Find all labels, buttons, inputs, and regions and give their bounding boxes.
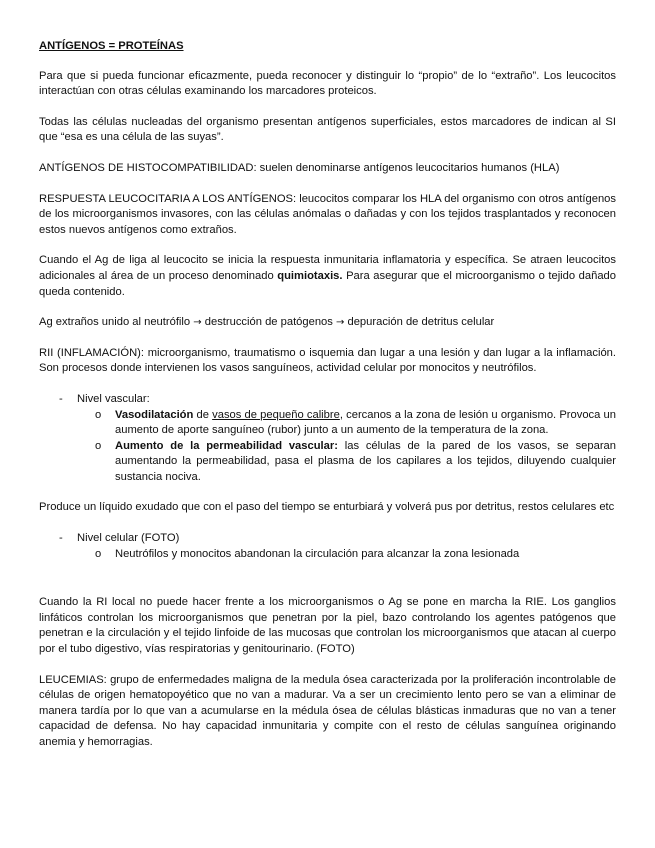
neutrophils-text: Neutrófilos y monocitos abandonan la circulación para alcanzar la zona lesionada (115, 547, 520, 560)
permeability-text: las células de la pared de los vasos, se separan aumentando la permeabilidad, pasa el plasma de los capilares a los tejidos, diluyendo cualquier sustancia nociva. (115, 439, 616, 483)
list-vascular-level (39, 392, 616, 486)
flow-step-3: depuración de detritus celular (344, 316, 495, 329)
flow-step-2: destrucción de patógenos (201, 316, 336, 329)
vasodilation-connector: de (193, 408, 213, 421)
paragraph-leukocyte-response: RESPUESTA LEUCOCITARIA A LOS ANTÍGENOS: leucocitos comparar los HLA del organismo con otros antígenos de los microorganismos invasores, con las células anómalas o dañadas y con los tejidos trasplantados y reconocen estos nuevos antígenos como extraños. (39, 192, 616, 236)
paragraph-neutrophil-flow (39, 315, 616, 331)
chemotaxis-term: quimiotaxis. (277, 269, 343, 282)
chemotaxis-text-before: Cuando el Ag de liga al leucocito se inicia la respuesta inmunitaria inflamatoria y específica. Se atraen leucocitos adicionales al área de un proceso denominado (39, 254, 616, 282)
vascular-label: Nivel vascular: (77, 392, 150, 405)
paragraph-chemotaxis (39, 253, 616, 300)
permeability-term: Aumento de la permeabilidad vascular: (115, 439, 338, 452)
sub-item-vasodilation (39, 408, 616, 439)
list-cellular-level (39, 531, 616, 562)
paragraph-systemic-response: Cuando la RI local no puede hacer frente a los microorganismos o Ag se pone en marcha la RIE. Los ganglios linfáticos controlan los microorganismos que penetran por la piel, bazo controlando los agentes patógenos que penetran e la circulación y el tejido linfoide de las mucosas que controlan los microorganismos que atacan al cuerpo por el tubo digestivo, vías respiratorias y genitourinario. (FOTO) (39, 596, 616, 656)
vasodilation-vessels: vasos de pequeño calibre (212, 408, 340, 421)
list-item-cellular (39, 531, 616, 547)
vasodilation-text: , cercanos a la zona de lesión u organismo. Provoca un aumento de aporte sanguíneo (rubor) junto a un aumento de la temperatura de la zona. (115, 408, 616, 437)
dash-bullet-icon: - (59, 532, 63, 545)
document-body (39, 39, 616, 766)
circle-bullet-icon: o (95, 547, 102, 560)
paragraph-histocompatibility: ANTÍGENOS DE HISTOCOMPATIBILIDAD: suelen denominarse antígenos leucocitarios humanos (HLA) (39, 161, 560, 174)
dash-bullet-icon: - (59, 392, 63, 405)
vasodilation-term: Vasodilatación (115, 408, 194, 421)
circle-bullet-icon: o (95, 439, 102, 452)
paragraph-leukemias: LEUCEMIAS: grupo de enfermedades maligna de la medula ósea caracterizada por la proliferación incontrolable de células de origen hematopoyético que no van a madurar. Va a ser un crecimiento lento pero se van a eliminar de manera tardía por lo que van a acumularse en la médula ósea de células blásticas inmaduras que no van a tener capacidad de defensa. No hay capacidad inmunitaria y compite con el resto de células sanguínea originando anemia y hemorragias. (39, 673, 616, 748)
chemotaxis-text-after: Para asegurar que el microorganismo o tejido dañado queda contenido. (39, 269, 616, 298)
document-title: ANTÍGENOS = PROTEÍNAS (39, 40, 184, 52)
arrow-right-icon: → (335, 317, 345, 329)
cellular-label: Nivel celular (FOTO) (77, 532, 180, 545)
flow-step-1: Ag extraños unido al neutrófilo (39, 316, 194, 329)
circle-bullet-icon: o (95, 408, 102, 421)
list-item-vascular (39, 392, 616, 408)
paragraph-intro: Para que si pueda funcionar eficazmente, pueda reconocer y distinguir lo “propio” de lo “extraño”. Los leucocitos interactúan con otras células examinando los marcadores proteicos. (39, 69, 616, 98)
arrow-right-icon: → (193, 317, 202, 329)
sub-item-permeability (39, 439, 616, 486)
paragraph-surface-antigens: Todas las células nucleadas del organismo presentan antígenos superficiales, estos marcadores de indican al SI que “esa es una célula de las suyas”. (39, 115, 616, 144)
paragraph-inflammation: RII (INFLAMACIÓN): microorganismo, traumatismo o isquemia dan lugar a una lesión y dan lugar a la inflamación. Son procesos donde intervienen los vasos sanguíneos, actividad celular por monocitos y neutrófilos. (39, 346, 616, 375)
sub-item-neutrophils (39, 547, 616, 563)
paragraph-exudate: Produce un líquido exudado que con el paso del tiempo se enturbiará y volverá pus por detritus, restos celulares etc (39, 501, 615, 514)
